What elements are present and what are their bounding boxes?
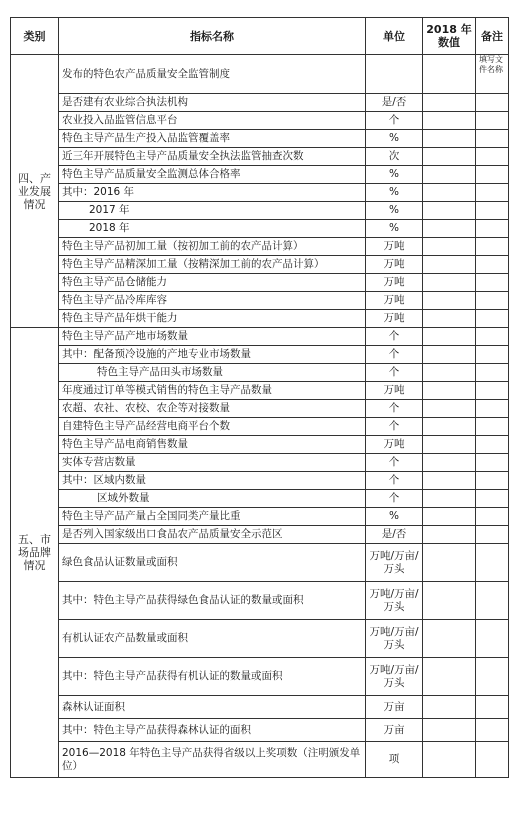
table-row [11, 310, 509, 328]
value-cell[interactable] [423, 400, 476, 418]
table-row [11, 696, 509, 719]
unit-cell: 万吨 [366, 292, 423, 310]
unit-cell: 个 [366, 112, 423, 130]
indicator-name: 特色主导产品冷库库容 [59, 292, 366, 310]
remark-cell [476, 582, 509, 620]
table-row [11, 490, 509, 508]
value-cell[interactable] [423, 148, 476, 166]
table-row [11, 130, 509, 148]
remark-cell [476, 490, 509, 508]
value-cell[interactable] [423, 582, 476, 620]
table-row [11, 238, 509, 256]
value-cell[interactable] [423, 55, 476, 94]
indicator-name: 区域外数量 [59, 490, 366, 508]
table-row [11, 112, 509, 130]
indicator-name: 近三年开展特色主导产品质量安全执法监管抽查次数 [59, 148, 366, 166]
unit-cell: % [366, 202, 423, 220]
table-row [11, 658, 509, 696]
table-row [11, 94, 509, 112]
remark-cell [476, 112, 509, 130]
table-row [11, 400, 509, 418]
table-row [11, 292, 509, 310]
table-row [11, 582, 509, 620]
header-value: 2018 年数值 [423, 18, 476, 55]
table-row [11, 436, 509, 454]
value-cell[interactable] [423, 454, 476, 472]
indicator-name: 特色主导产品精深加工量（按精深加工前的农产品计算） [59, 256, 366, 274]
remark-cell [476, 620, 509, 658]
unit-cell [366, 55, 423, 94]
table-row [11, 719, 509, 742]
remark-cell [476, 382, 509, 400]
remark-cell [476, 148, 509, 166]
unit-cell: 万亩 [366, 719, 423, 742]
unit-cell: 是/否 [366, 94, 423, 112]
category-cell: 五、市场品牌情况 [11, 328, 59, 778]
value-cell[interactable] [423, 436, 476, 454]
value-cell[interactable] [423, 292, 476, 310]
table-row [11, 620, 509, 658]
header-unit: 单位 [366, 18, 423, 55]
indicator-name: 年度通过订单等模式销售的特色主导产品数量 [59, 382, 366, 400]
unit-cell: 万吨 [366, 238, 423, 256]
unit-cell: 个 [366, 346, 423, 364]
indicator-name: 其中：区域内数量 [59, 472, 366, 490]
value-cell[interactable] [423, 490, 476, 508]
unit-cell: 万吨 [366, 310, 423, 328]
table-row [11, 274, 509, 292]
table-row [11, 220, 509, 238]
table-row [11, 148, 509, 166]
remark-cell [476, 418, 509, 436]
value-cell[interactable] [423, 166, 476, 184]
remark-cell [476, 472, 509, 490]
table-row [11, 382, 509, 400]
value-cell[interactable] [423, 382, 476, 400]
remark-cell [476, 346, 509, 364]
table-row [11, 742, 509, 778]
value-cell[interactable] [423, 346, 476, 364]
value-cell[interactable] [423, 544, 476, 582]
value-cell[interactable] [423, 508, 476, 526]
table-row [11, 418, 509, 436]
indicator-name: 是否列入国家级出口食品农产品质量安全示范区 [59, 526, 366, 544]
value-cell[interactable] [423, 274, 476, 292]
unit-cell: 个 [366, 472, 423, 490]
indicator-name: 农业投入品监管信息平台 [59, 112, 366, 130]
value-cell[interactable] [423, 328, 476, 346]
table-row [11, 544, 509, 582]
unit-cell: 万吨/万亩/万头 [366, 620, 423, 658]
indicator-name: 农超、农社、农校、农企等对接数量 [59, 400, 366, 418]
remark-cell [476, 130, 509, 148]
indicator-name: 2016—2018 年特色主导产品获得省级以上奖项数（注明颁发单位） [59, 742, 366, 778]
indicator-name: 其中：2016 年 [59, 184, 366, 202]
indicator-name: 特色主导产品田头市场数量 [59, 364, 366, 382]
remark-cell [476, 658, 509, 696]
indicator-name: 2018 年 [59, 220, 366, 238]
remark-cell [476, 94, 509, 112]
unit-cell: 个 [366, 454, 423, 472]
unit-cell: 万吨/万亩/万头 [366, 658, 423, 696]
value-cell[interactable] [423, 256, 476, 274]
remark-cell [476, 274, 509, 292]
value-cell[interactable] [423, 658, 476, 696]
unit-cell: 项 [366, 742, 423, 778]
value-cell[interactable] [423, 112, 476, 130]
table-row [11, 328, 509, 346]
remark-cell [476, 202, 509, 220]
value-cell[interactable] [423, 364, 476, 382]
unit-cell: 万吨 [366, 274, 423, 292]
table-row [11, 508, 509, 526]
table-row [11, 55, 509, 94]
value-cell[interactable] [423, 696, 476, 719]
unit-cell: 万亩 [366, 696, 423, 719]
indicator-name: 其中：特色主导产品获得有机认证的数量或面积 [59, 658, 366, 696]
remark-cell [476, 544, 509, 582]
unit-cell: 个 [366, 328, 423, 346]
remark-cell [476, 508, 509, 526]
remark-cell [476, 310, 509, 328]
indicator-name: 2017 年 [59, 202, 366, 220]
remark-cell [476, 436, 509, 454]
value-cell[interactable] [423, 220, 476, 238]
unit-cell: 个 [366, 490, 423, 508]
remark-cell [476, 719, 509, 742]
table-row [11, 346, 509, 364]
indicator-name: 发布的特色农产品质量安全监管制度 [59, 55, 366, 94]
unit-cell: 个 [366, 364, 423, 382]
unit-cell: 万吨 [366, 436, 423, 454]
indicator-name: 特色主导产品电商销售数量 [59, 436, 366, 454]
remark-cell [476, 256, 509, 274]
remark-cell [476, 184, 509, 202]
remark-cell [476, 454, 509, 472]
value-cell[interactable] [423, 418, 476, 436]
unit-cell: % [366, 166, 423, 184]
indicator-name: 实体专营店数量 [59, 454, 366, 472]
unit-cell: % [366, 508, 423, 526]
table-header-row [11, 18, 509, 55]
indicator-name: 特色主导产品年烘干能力 [59, 310, 366, 328]
unit-cell: 万吨 [366, 382, 423, 400]
value-cell[interactable] [423, 238, 476, 256]
header-indicator: 指标名称 [59, 18, 366, 55]
value-cell[interactable] [423, 472, 476, 490]
unit-cell: 万吨 [366, 256, 423, 274]
value-cell[interactable] [423, 202, 476, 220]
remark-cell [476, 166, 509, 184]
value-cell[interactable] [423, 620, 476, 658]
indicator-name: 其中：配备预冷设施的产地专业市场数量 [59, 346, 366, 364]
unit-cell: % [366, 130, 423, 148]
value-cell[interactable] [423, 130, 476, 148]
table-row [11, 526, 509, 544]
value-cell[interactable] [423, 719, 476, 742]
unit-cell: 是/否 [366, 526, 423, 544]
remark-cell [476, 742, 509, 778]
value-cell[interactable] [423, 310, 476, 328]
remark-cell: 填写文件名称 [476, 55, 509, 94]
value-cell[interactable] [423, 184, 476, 202]
indicator-name: 其中：特色主导产品获得森林认证的面积 [59, 719, 366, 742]
indicator-name: 特色主导产品初加工量（按初加工前的农产品计算） [59, 238, 366, 256]
remark-cell [476, 220, 509, 238]
header-category: 类别 [11, 18, 59, 55]
unit-cell: 个 [366, 400, 423, 418]
table-row [11, 454, 509, 472]
indicator-name: 特色主导产品产量占全国同类产量比重 [59, 508, 366, 526]
remark-cell [476, 328, 509, 346]
remark-cell [476, 238, 509, 256]
indicator-name: 自建特色主导产品经营电商平台个数 [59, 418, 366, 436]
category-cell: 四、产业发展情况 [11, 55, 59, 328]
indicator-name: 森林认证面积 [59, 696, 366, 719]
table-row [11, 184, 509, 202]
value-cell[interactable] [423, 526, 476, 544]
table-row [11, 364, 509, 382]
indicator-name: 特色主导产品仓储能力 [59, 274, 366, 292]
table-row [11, 256, 509, 274]
indicator-name: 绿色食品认证数量或面积 [59, 544, 366, 582]
indicator-name: 特色主导产品生产投入品监管覆盖率 [59, 130, 366, 148]
remark-cell [476, 696, 509, 719]
table-row [11, 202, 509, 220]
indicator-name: 其中：特色主导产品获得绿色食品认证的数量或面积 [59, 582, 366, 620]
indicator-name: 有机认证农产品数量或面积 [59, 620, 366, 658]
indicator-name: 特色主导产品质量安全监测总体合格率 [59, 166, 366, 184]
unit-cell: % [366, 184, 423, 202]
remark-cell [476, 526, 509, 544]
unit-cell: 次 [366, 148, 423, 166]
table-row [11, 472, 509, 490]
remark-cell [476, 400, 509, 418]
header-remark: 备注 [476, 18, 509, 55]
unit-cell: 个 [366, 418, 423, 436]
value-cell[interactable] [423, 742, 476, 778]
remark-cell [476, 364, 509, 382]
indicator-name: 特色主导产品产地市场数量 [59, 328, 366, 346]
unit-cell: 万吨/万亩/万头 [366, 582, 423, 620]
indicator-name: 是否建有农业综合执法机构 [59, 94, 366, 112]
table-row [11, 166, 509, 184]
value-cell[interactable] [423, 94, 476, 112]
unit-cell: % [366, 220, 423, 238]
indicator-table [10, 17, 509, 778]
remark-cell [476, 292, 509, 310]
unit-cell: 万吨/万亩/万头 [366, 544, 423, 582]
